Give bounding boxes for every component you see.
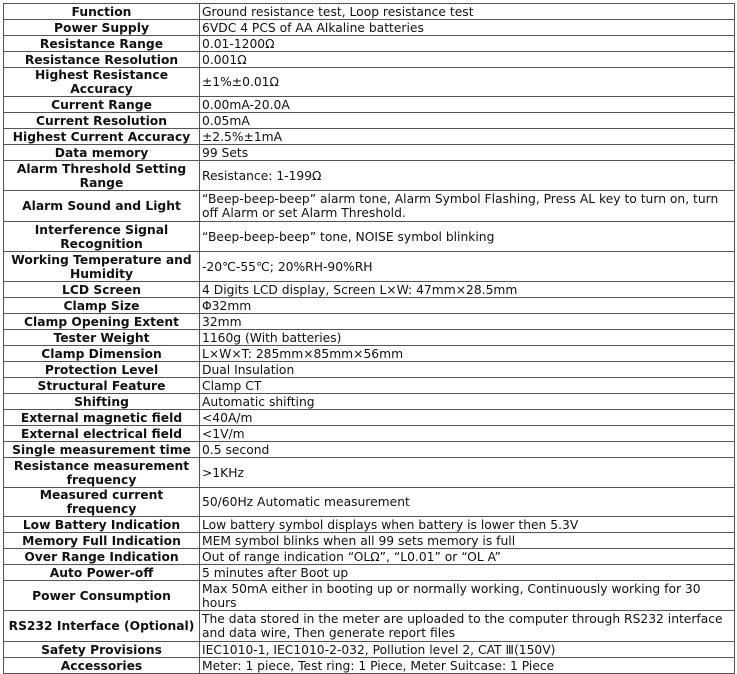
spec-row	[4, 4, 735, 20]
spec-label: Shifting	[4, 394, 200, 410]
spec-label: Clamp Dimension	[4, 346, 200, 362]
spec-label: Tester Weight	[4, 330, 200, 346]
spec-label: Accessories	[4, 658, 200, 674]
spec-value: Max 50mA either in booting up or normally working, Continuously working for 30 hours	[200, 581, 735, 611]
spec-row	[4, 410, 735, 426]
spec-label: Current Range	[4, 97, 200, 113]
spec-label: Current Resolution	[4, 113, 200, 129]
spec-label: Resistance Range	[4, 36, 200, 52]
spec-label: Protection Level	[4, 362, 200, 378]
spec-row	[4, 129, 735, 145]
spec-label: Resistance Resolution	[4, 52, 200, 68]
spec-value: <40A/m	[200, 410, 735, 426]
spec-value: Clamp CT	[200, 378, 735, 394]
spec-row	[4, 658, 735, 674]
spec-label: External magnetic field	[4, 410, 200, 426]
spec-label: Clamp Size	[4, 298, 200, 314]
spec-label: Resistance measurement frequency	[4, 458, 200, 488]
spec-label: Highest Resistance Accuracy	[4, 68, 200, 97]
spec-value: Resistance: 1-199Ω	[200, 161, 735, 191]
spec-label: RS232 Interface (Optional)	[4, 611, 200, 642]
spec-row	[4, 68, 735, 97]
spec-label: Alarm Threshold Setting Range	[4, 161, 200, 191]
spec-label: Function	[4, 4, 200, 20]
spec-label: Highest Current Accuracy	[4, 129, 200, 145]
spec-label: Alarm Sound and Light	[4, 191, 200, 222]
spec-value: 0.5 second	[200, 442, 735, 458]
spec-row	[4, 222, 735, 252]
spec-value: Automatic shifting	[200, 394, 735, 410]
spec-row	[4, 330, 735, 346]
spec-row	[4, 488, 735, 517]
spec-label: Interference Signal Recognition	[4, 222, 200, 252]
spec-row	[4, 533, 735, 549]
spec-value: 4 Digits LCD display, Screen L×W: 47mm×28.5mm	[200, 282, 735, 298]
spec-value: ±1%±0.01Ω	[200, 68, 735, 97]
spec-value: 32mm	[200, 314, 735, 330]
spec-label: Data memory	[4, 145, 200, 161]
spec-row	[4, 145, 735, 161]
spec-row	[4, 517, 735, 533]
spec-label: Clamp Opening Extent	[4, 314, 200, 330]
spec-row	[4, 97, 735, 113]
spec-row	[4, 565, 735, 581]
spec-row	[4, 36, 735, 52]
spec-label: Power Supply	[4, 20, 200, 36]
spec-label: External electrical field	[4, 426, 200, 442]
spec-row	[4, 191, 735, 222]
spec-row	[4, 581, 735, 611]
spec-row	[4, 298, 735, 314]
spec-label: Power Consumption	[4, 581, 200, 611]
spec-label: Low Battery Indication	[4, 517, 200, 533]
spec-value: Dual Insulation	[200, 362, 735, 378]
spec-value: “Beep-beep-beep” alarm tone, Alarm Symbol Flashing, Press AL key to turn on, turn off Alarm or set Alarm Threshold.	[200, 191, 735, 222]
spec-value: 0.01-1200Ω	[200, 36, 735, 52]
spec-row	[4, 442, 735, 458]
spec-label: Working Temperature and Humidity	[4, 252, 200, 282]
specification-table-body	[4, 4, 735, 674]
spec-value: ±2.5%±1mA	[200, 129, 735, 145]
spec-label: LCD Screen	[4, 282, 200, 298]
spec-label: Measured current frequency	[4, 488, 200, 517]
spec-value: Meter: 1 piece, Test ring: 1 Piece, Meter Suitcase: 1 Piece	[200, 658, 735, 674]
spec-value: 1160g (With batteries)	[200, 330, 735, 346]
spec-value: Out of range indication “OLΩ”, “L0.01” or “OL A”	[200, 549, 735, 565]
spec-row	[4, 282, 735, 298]
spec-row	[4, 314, 735, 330]
spec-row	[4, 549, 735, 565]
spec-value: 0.001Ω	[200, 52, 735, 68]
spec-row	[4, 52, 735, 68]
spec-row	[4, 378, 735, 394]
spec-value: Φ32mm	[200, 298, 735, 314]
spec-row	[4, 611, 735, 642]
spec-value: MEM symbol blinks when all 99 sets memory is full	[200, 533, 735, 549]
spec-row	[4, 426, 735, 442]
spec-label: Single measurement time	[4, 442, 200, 458]
spec-row	[4, 113, 735, 129]
spec-value: L×W×T: 285mm×85mm×56mm	[200, 346, 735, 362]
spec-value: “Beep-beep-beep” tone, NOISE symbol blinking	[200, 222, 735, 252]
spec-row	[4, 362, 735, 378]
spec-label: Safety Provisions	[4, 642, 200, 658]
spec-value: 6VDC 4 PCS of AA Alkaline batteries	[200, 20, 735, 36]
spec-value: Ground resistance test, Loop resistance test	[200, 4, 735, 20]
spec-row	[4, 252, 735, 282]
spec-value: 0.05mA	[200, 113, 735, 129]
spec-value: 50/60Hz Automatic measurement	[200, 488, 735, 517]
spec-value: IEC1010-1, IEC1010-2-032, Pollution level 2, CAT Ⅲ(150V)	[200, 642, 735, 658]
spec-label: Auto Power-off	[4, 565, 200, 581]
spec-row	[4, 20, 735, 36]
spec-row	[4, 458, 735, 488]
spec-value: >1KHz	[200, 458, 735, 488]
spec-label: Memory Full Indication	[4, 533, 200, 549]
spec-row	[4, 161, 735, 191]
spec-label: Structural Feature	[4, 378, 200, 394]
spec-value: <1V/m	[200, 426, 735, 442]
spec-row	[4, 394, 735, 410]
specification-table	[3, 3, 735, 674]
spec-row	[4, 642, 735, 658]
spec-value: 99 Sets	[200, 145, 735, 161]
spec-value: 0.00mA-20.0A	[200, 97, 735, 113]
spec-value: Low battery symbol displays when battery is lower then 5.3V	[200, 517, 735, 533]
spec-label: Over Range Indication	[4, 549, 200, 565]
spec-value: -20℃-55℃; 20%RH-90%RH	[200, 252, 735, 282]
spec-row	[4, 346, 735, 362]
spec-value: The data stored in the meter are uploaded to the computer through RS232 interface and data wire, Then generate report files	[200, 611, 735, 642]
spec-value: 5 minutes after Boot up	[200, 565, 735, 581]
